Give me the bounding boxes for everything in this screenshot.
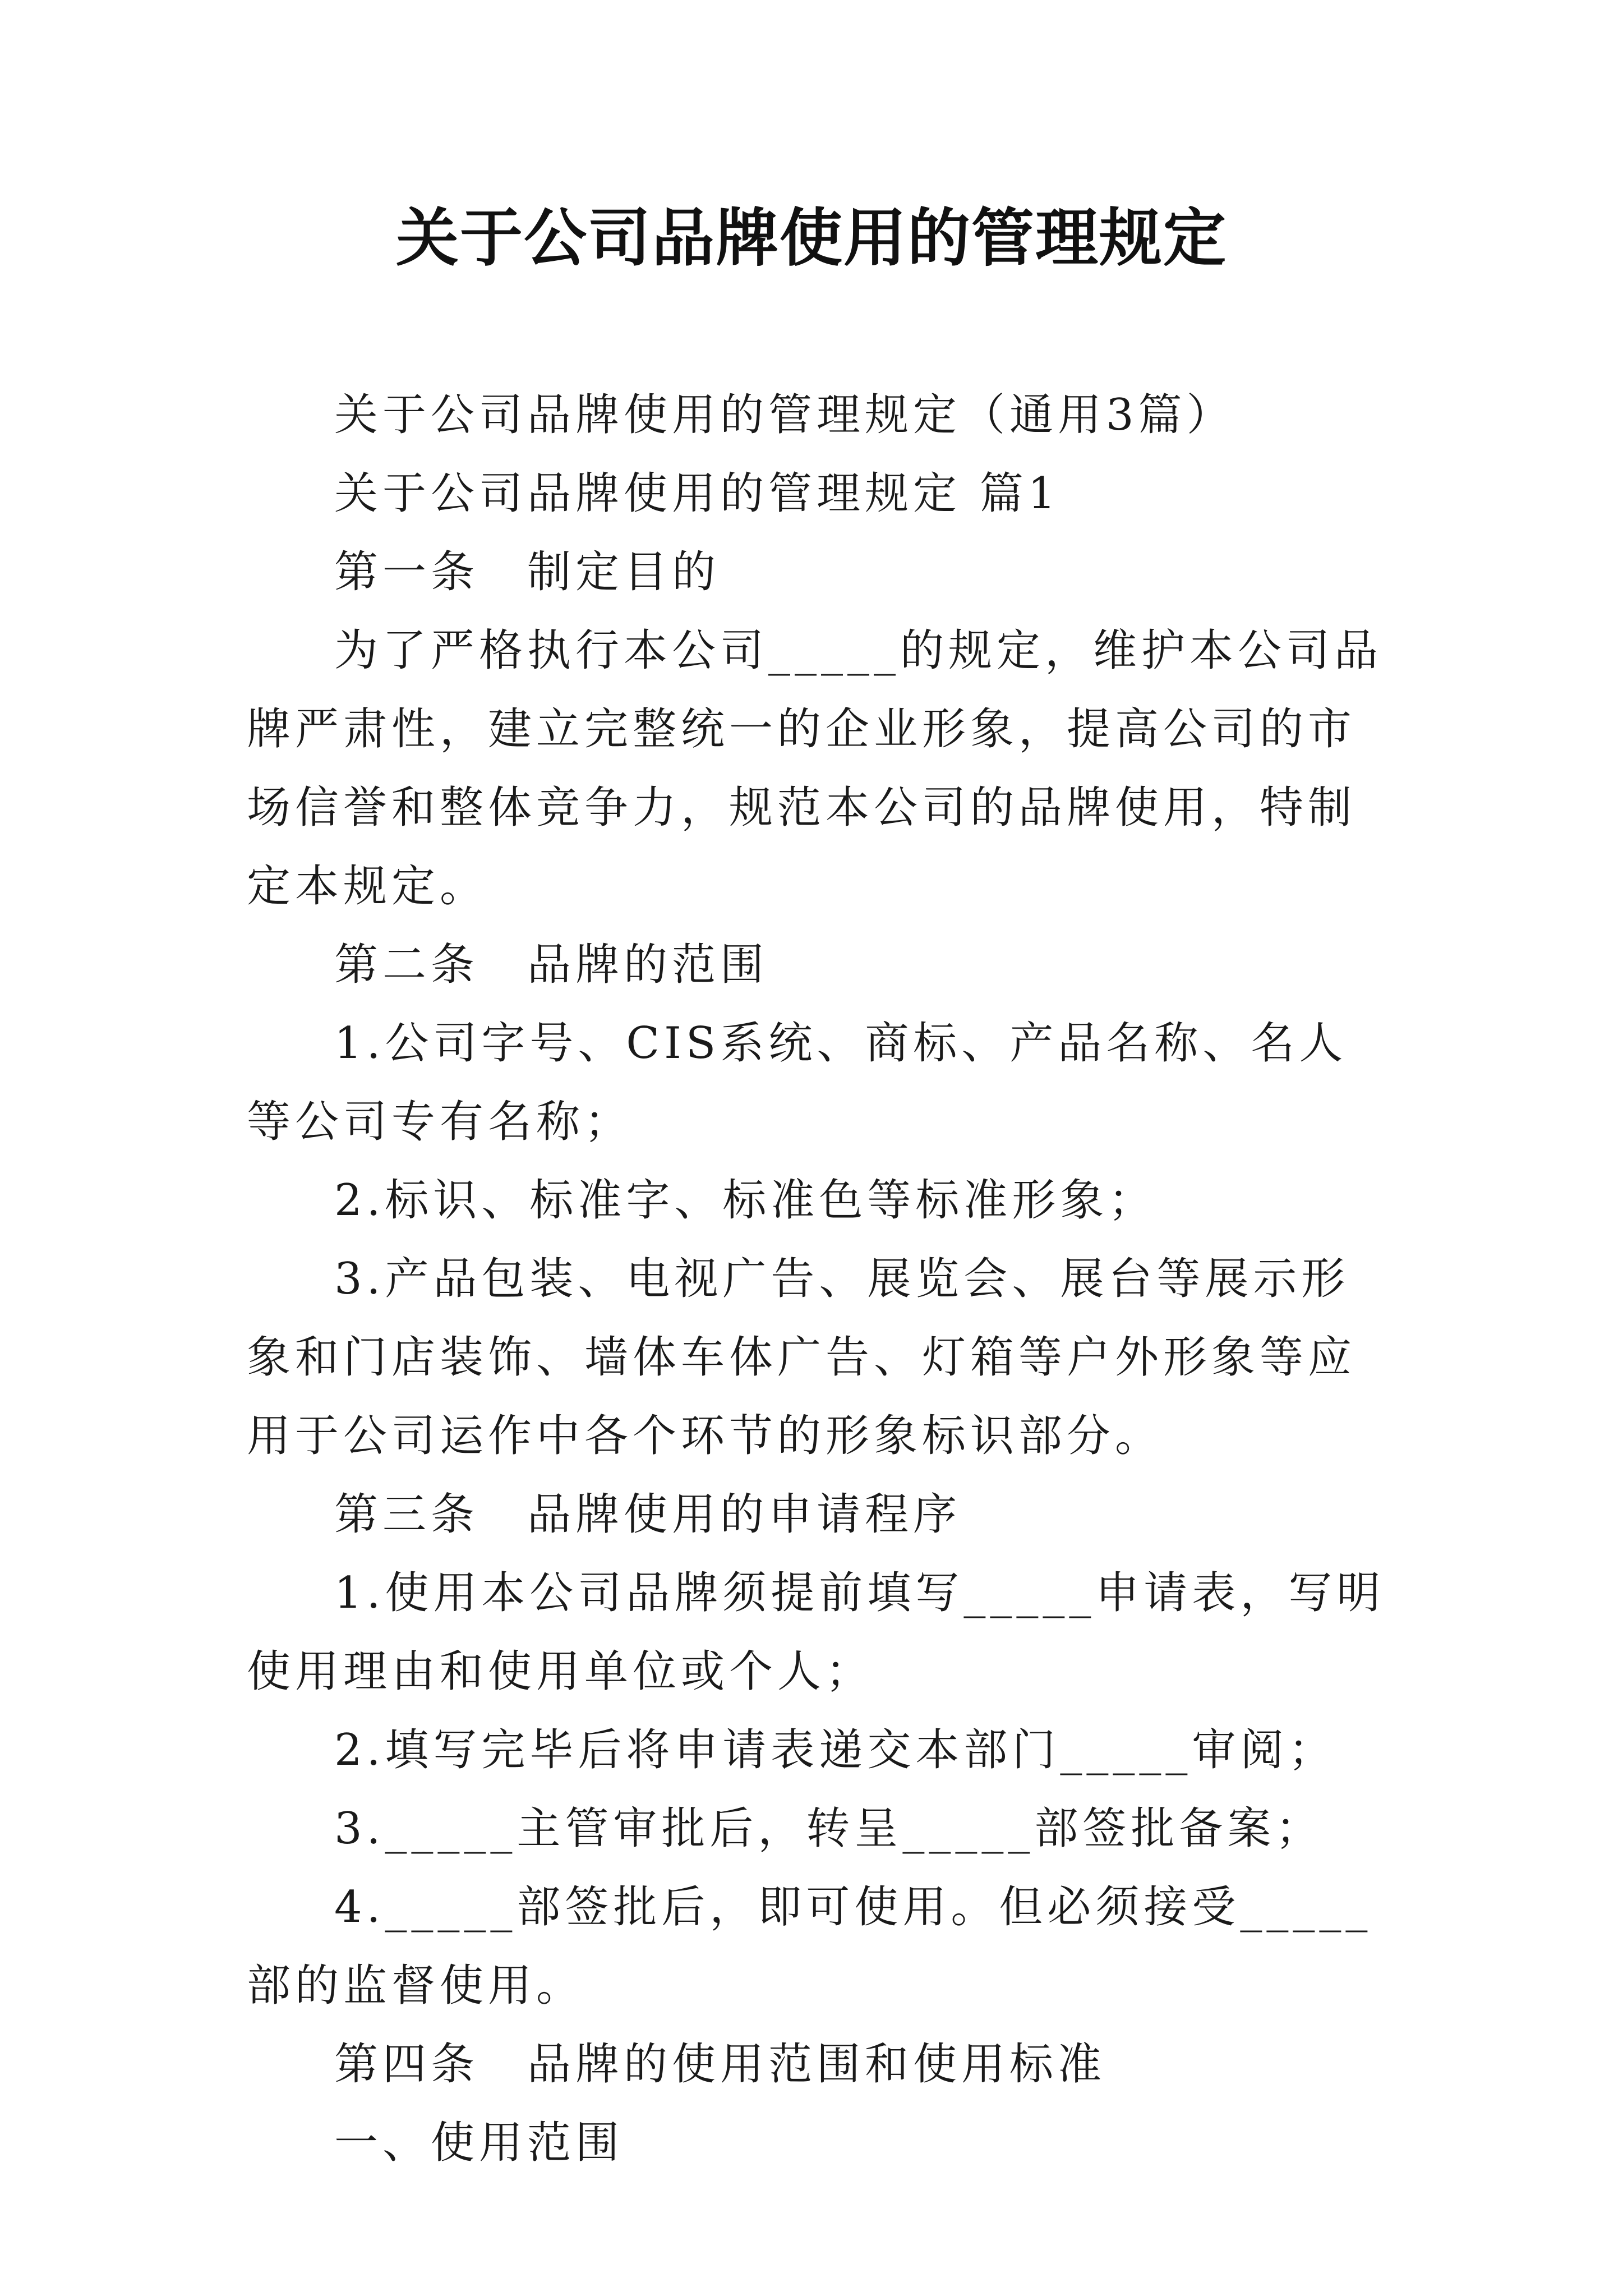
list-item: 4._____部签批后，即可使用。但必须接受_____部的监督使用。 [247, 1882, 1372, 2011]
article-heading: 第二条 品牌的范围 [334, 940, 769, 990]
document-title: 关于公司品牌使用的管理规定 [396, 202, 1227, 275]
list-item: 2.填写完毕后将申请表递交本部门_____审阅； [334, 1725, 1337, 1775]
article-heading: 第三条 品牌使用的申请程序 [334, 1489, 962, 1540]
document-body [247, 376, 1391, 2182]
list-item: 1.使用本公司品牌须提前填写_____申请表，写明使用理由和使用单位或个人； [247, 1568, 1385, 1697]
list-item: 3._____主管审批后，转呈_____部签批备案； [334, 1803, 1324, 1854]
list-item: 2.标识、标准字、标准色等标准形象； [334, 1175, 1157, 1226]
article-heading: 第一条 制定目的 [334, 547, 721, 597]
body-paragraph: 为了严格执行本公司_____的规定，维护本公司品牌严肃性，建立完整统一的企业形象，提高公司的市场信誉和整体竞争力，规范本公司的品牌使用，特制定本规定。 [247, 625, 1383, 912]
subtitle-paragraph: 关于公司品牌使用的管理规定（通用3篇） [334, 390, 1235, 440]
section-heading: 关于公司品牌使用的管理规定 篇1 [334, 468, 1061, 519]
list-item: 3.产品包装、电视广告、展览会、展台等展示形象和门店装饰、墙体车体广告、灯箱等户外形象等应用于公司运作中各个环节的形象标识部分。 [247, 1254, 1357, 1461]
article-heading: 第四条 品牌的使用范围和使用标准 [334, 2039, 1106, 2090]
subsection-heading: 一、使用范围 [334, 2118, 624, 2168]
list-item: 1.公司字号、CIS系统、商标、产品名称、名人等公司专有名称； [247, 1018, 1348, 1147]
